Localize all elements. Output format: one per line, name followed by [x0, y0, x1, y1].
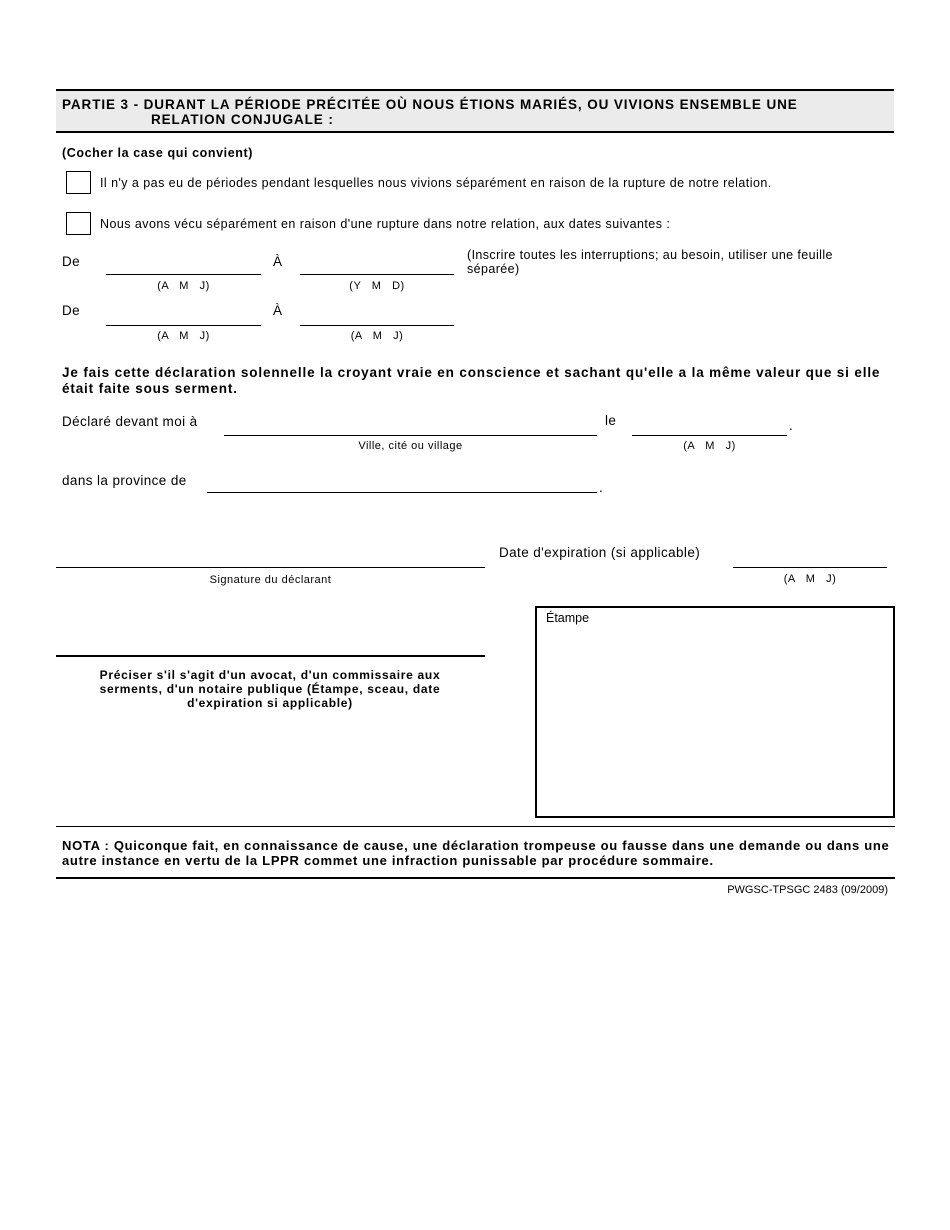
period1-from-field[interactable] [106, 274, 261, 275]
declared-date-period: . [789, 418, 794, 433]
period1-from-hint: (A M J) [157, 280, 210, 292]
interruptions-note: (Inscrire toutes les interruptions; au besoin, utiliser une feuille séparée) [467, 248, 833, 276]
period2-from-label: De [62, 303, 81, 318]
declared-date-hint: (A M J) [683, 440, 736, 452]
province-field[interactable] [207, 492, 597, 493]
option-no-separation-label: Il n'y a pas eu de périodes pendant lesquelles nous vivions séparément en raison de la rupture de notre relation. [100, 176, 772, 190]
declared-city-hint: Ville, cité ou village [358, 440, 463, 452]
form-code: PWGSC-TPSGC 2483 (09/2009) [727, 884, 888, 896]
nota-bottom-rule [56, 877, 895, 879]
option-separated-label: Nous avons vécu séparément en raison d'une rupture dans notre relation, aux dates suivantes : [100, 217, 671, 231]
expiry-date-hint: (A M J) [783, 573, 837, 585]
period2-from-field[interactable] [106, 325, 261, 326]
stamp-label: Étampe [546, 611, 590, 625]
period1-from-label: De [62, 254, 81, 269]
period2-to-hint: (A M J) [350, 330, 404, 342]
period2-to-label: À [273, 303, 283, 318]
commissioner-signature-field[interactable] [56, 655, 485, 657]
commissioner-note: Préciser s'il s'agit d'un avocat, d'un commissaire aux serments, d'un notaire publique (Étampe, sceau, date d'expiration si applicable) [99, 668, 441, 710]
period2-from-hint: (A M J) [157, 330, 210, 342]
province-period: . [599, 480, 604, 495]
period1-to-hint: (Y M D) [349, 280, 405, 292]
period1-to-field[interactable] [300, 274, 454, 275]
option-separated-checkbox[interactable] [66, 212, 91, 235]
signature-field[interactable] [56, 567, 485, 568]
expiry-date-label: Date d'expiration (si applicable) [499, 545, 701, 560]
expiry-date-field[interactable] [733, 567, 887, 568]
declared-date-field[interactable] [632, 435, 787, 436]
period2-to-field[interactable] [300, 325, 454, 326]
declared-date-label: le [605, 413, 617, 428]
declared-before-label: Déclaré devant moi à [62, 414, 198, 429]
signature-label: Signature du déclarant [209, 574, 332, 586]
nota-text: NOTA : Quiconque fait, en connaissance de cause, une déclaration trompeuse ou fausse dans une demande ou dans une autre instance en vertu de la LPPR commet une infraction punissable par procédure sommaire. [62, 838, 890, 868]
section-title-line2: RELATION CONJUGALE : [151, 112, 334, 127]
section-title [62, 97, 882, 127]
nota-top-rule [56, 826, 895, 827]
period1-to-label: À [273, 254, 283, 269]
section-title-line1: PARTIE 3 - DURANT LA PÉRIODE PRÉCITÉE OÙ NOUS ÉTIONS MARIÉS, OU VIVIONS ENSEMBLE UNE [62, 97, 798, 112]
declared-city-field[interactable] [224, 435, 597, 436]
province-label: dans la province de [62, 473, 187, 488]
instruction-text: (Cocher la case qui convient) [62, 146, 254, 160]
stamp-box[interactable] [535, 606, 895, 818]
solemn-declaration-text: Je fais cette déclaration solennelle la croyant vraie en conscience et sachant qu'elle a la même valeur que si elle était faite sous serment. [62, 365, 881, 396]
option-no-separation-checkbox[interactable] [66, 171, 91, 194]
